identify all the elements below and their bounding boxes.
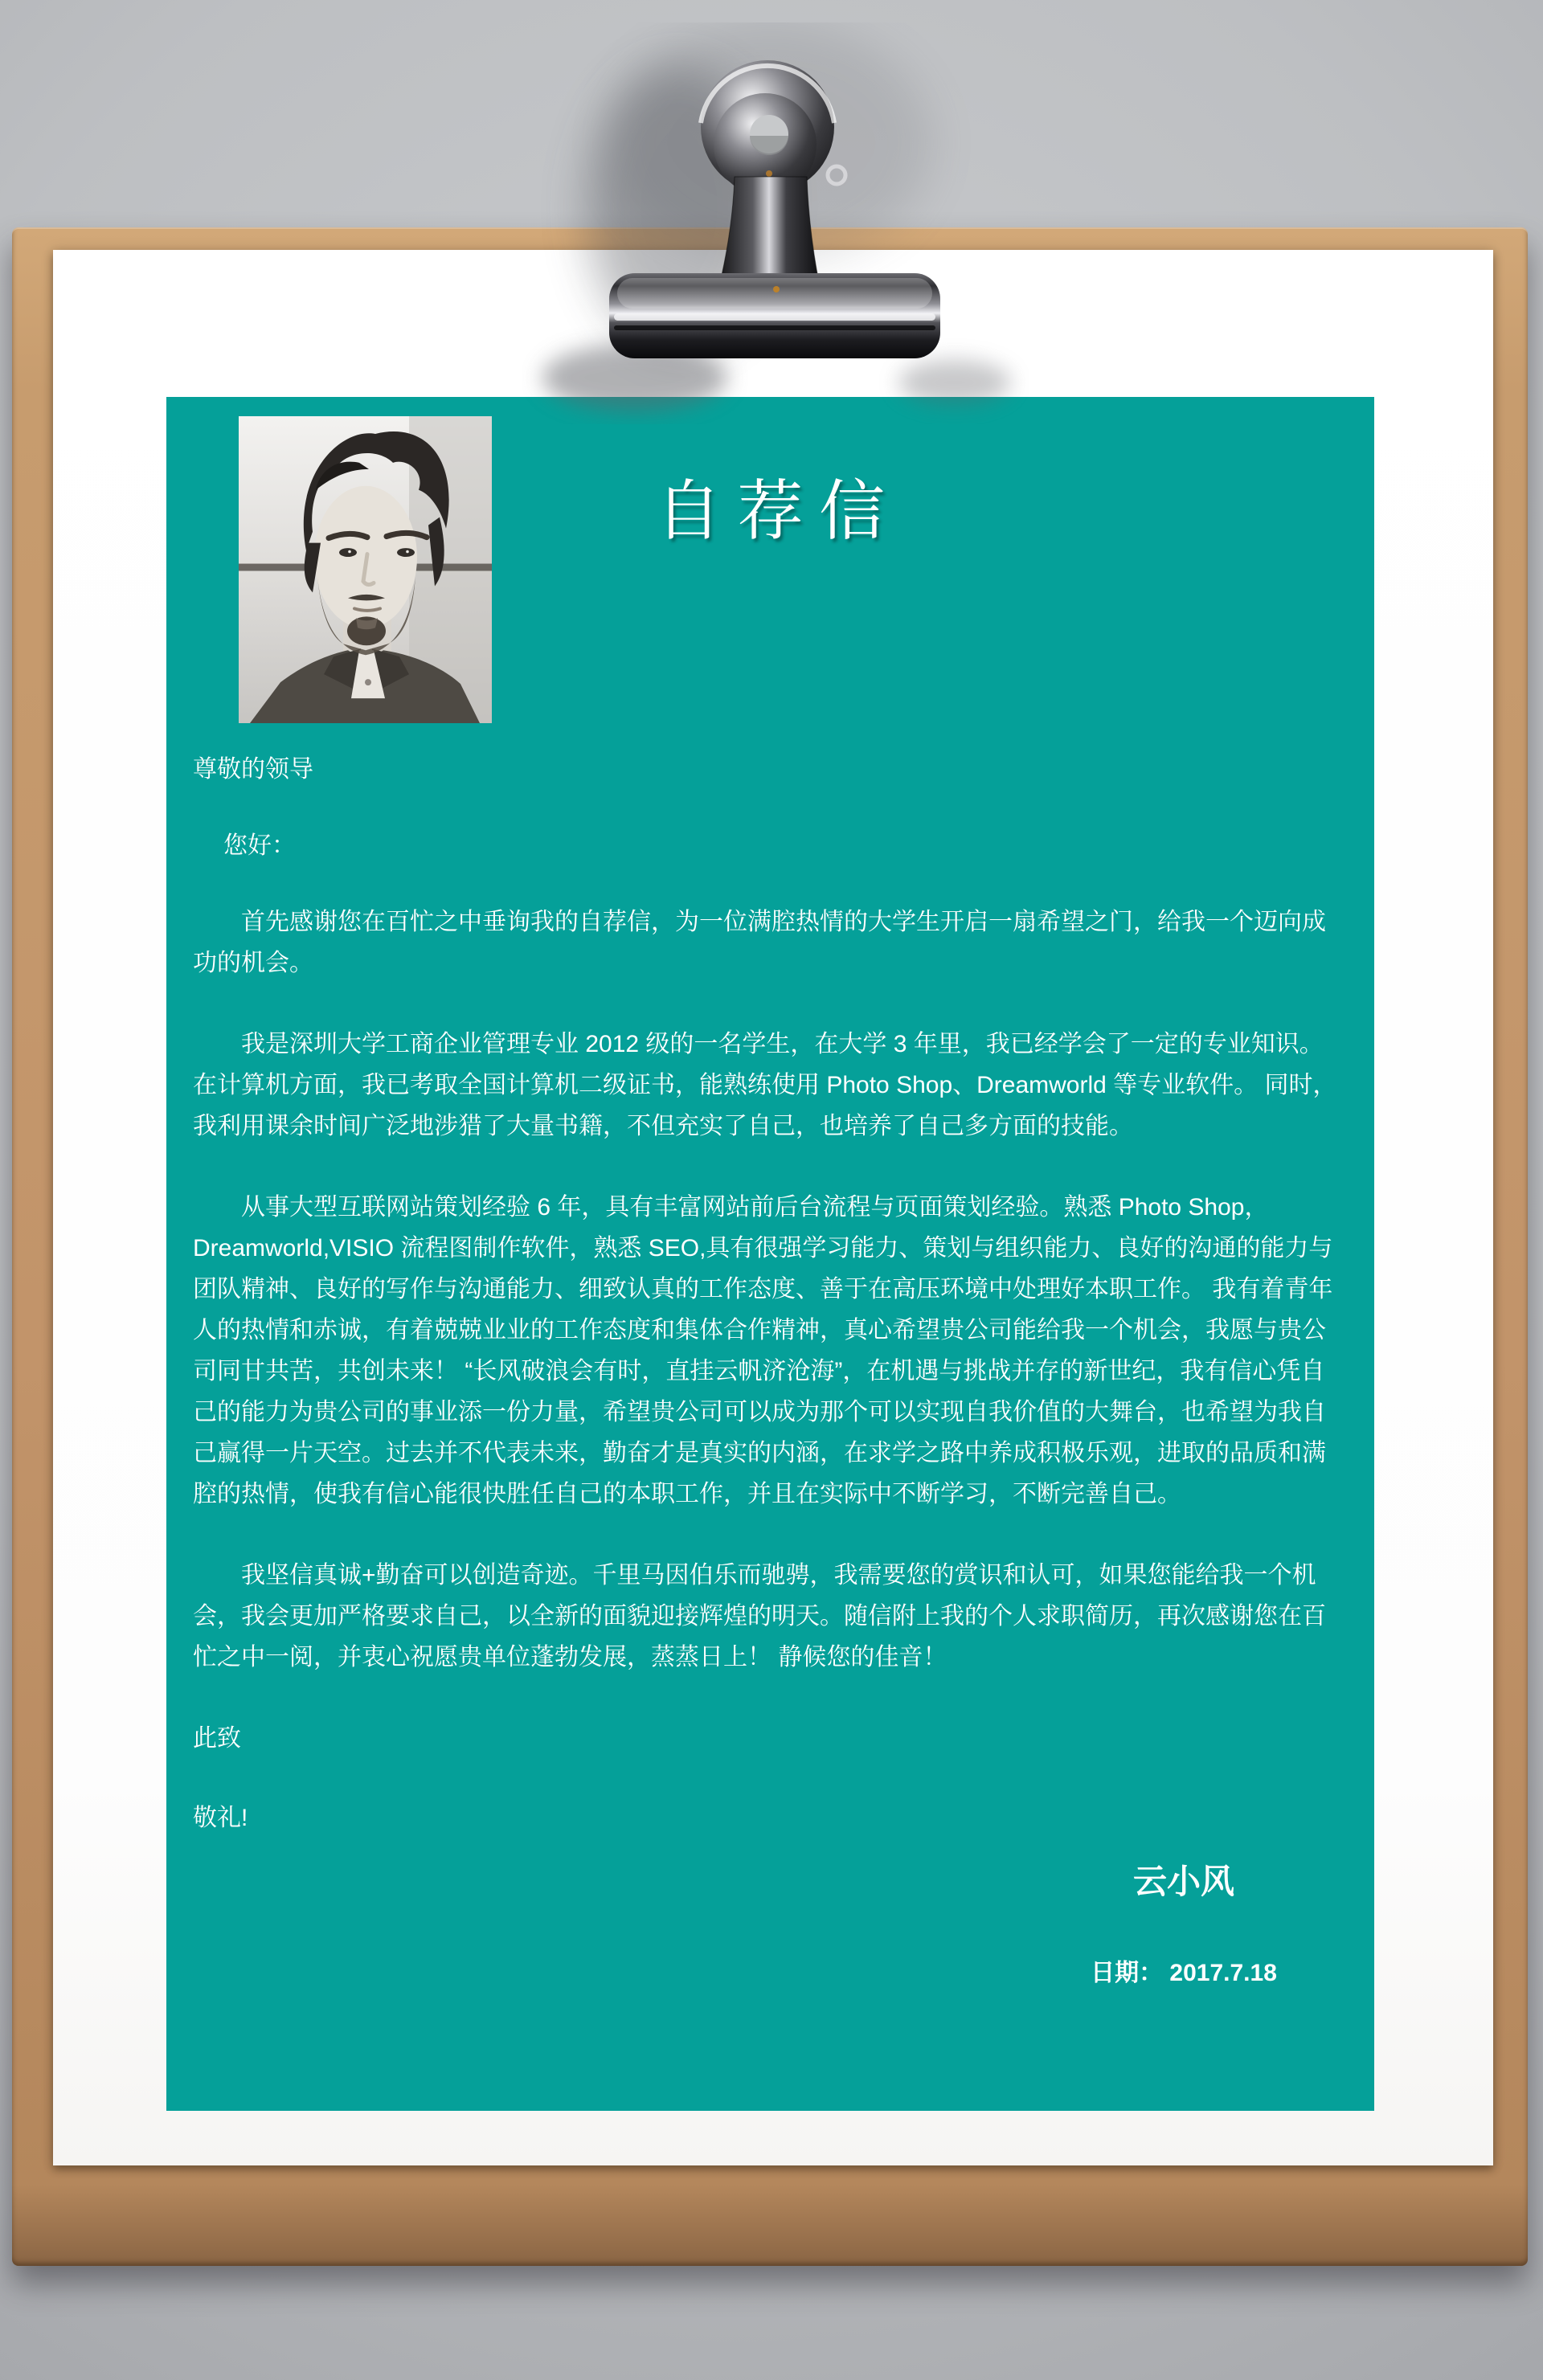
- letter-body: [166, 397, 1374, 2111]
- salutation: 尊敬的领导: [193, 756, 313, 783]
- closing-cizhi: 此致: [193, 1725, 241, 1752]
- signature-block: [1055, 1859, 1312, 1994]
- signature-name: 云小风: [1132, 1863, 1234, 1900]
- paragraph-2: 我是深圳大学工商企业管理专业 2012 级的一名学生，在大学 3 年里，我已经学会了一定的专业知识。在计算机方面，我已考取全国计算机二级证书，能熟练使用 Photo Shop、Dreamworld 等专业软件。 同时，我利用课余时间广泛地涉猎了大量书籍，不但充实了自己，也培养了自己多方面的技能。: [193, 1031, 1337, 1139]
- applicant-photo: [239, 416, 492, 723]
- greeting: 您好：: [223, 832, 296, 859]
- paragraph-1: 首先感谢您在百忙之中垂询我的自荐信，为一位满腔热情的大学生开启一扇希望之门，给我一个迈向成功的机会。: [193, 909, 1326, 976]
- letter-content: [193, 749, 1338, 1994]
- binder-clip: [514, 22, 1029, 424]
- paragraph-3: 从事大型互联网站策划经验 6 年，具有丰富网站前后台流程与页面策划经验。熟悉 Photo Shop，Dreamworld,VISIO 流程图制作软件，熟悉 SEO,具有很强学习能力、策划与组织能力、良好的沟通的能力与团队精神、良好的写作与沟通能力、细致认真的工作态度、善于在高压环境中处理好本职工作。 我有着青年人的热情和赤诚，有着兢兢业业的工作态度和集体合作精神，真心希望贵公司能给我一个机会，我愿与贵公司同甘共苦，共创未来！ “长风破浪会有时，直挂云帆济沧海”，在机遇与挑战并存的新世纪，我有信心凭自己的能力为贵公司的事业添一份力量，希望贵公司可以成为那个可以实现自我价值的大舞台，也希望为我自己赢得一片天空。过去并不代表未来，勤奋才是真实的内涵，在求学之路中养成积极乐观，进取的品质和满腔的热情，使我有信心能很快胜任自己的本职工作，并且在实际中不断学习，不断完善自己。: [193, 1194, 1333, 1507]
- letter-title: 自荐信: [655, 475, 901, 548]
- signature-date: 日期： 2017.7.18: [1091, 1960, 1277, 1986]
- closing-jingli: 敬礼!: [193, 1805, 248, 1831]
- letter-paper: [53, 250, 1493, 2165]
- paragraph-4: 我坚信真诚+勤奋可以创造奇迹。千里马因伯乐而驰骋，我需要您的赏识和认可，如果您能给我一个机会，我会更加严格要求自己，以全新的面貌迎接辉煌的明天。随信附上我的个人求职简历，再次感谢您在百忙之中一阅，并衷心祝愿贵单位蓬勃发展，蒸蒸日上！ 静候您的佳音！: [193, 1562, 1326, 1670]
